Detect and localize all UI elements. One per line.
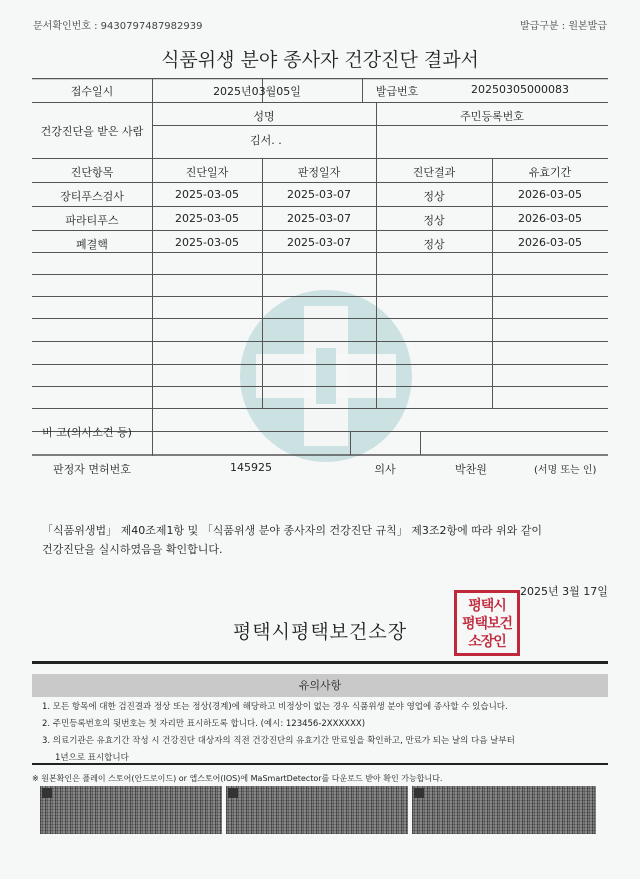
issue-type: 발급구분 : 원본발급 bbox=[519, 21, 607, 32]
issue-number-value: 20250305000083 bbox=[471, 83, 569, 96]
rule-item: 1. 모든 항목에 대한 검진결과 정상 또는 정상(경계)에 해당하고 비정상이 없는 경우 식품위생 분야 영업에 종사할 수 있습니다. bbox=[42, 702, 508, 712]
license-value: 145925 bbox=[230, 461, 272, 474]
seal-line-3: 소장인 bbox=[468, 634, 506, 650]
header-valid-until: 유효기간 bbox=[528, 166, 572, 179]
verification-barcode bbox=[412, 786, 596, 834]
header-item: 진단항목 bbox=[70, 166, 114, 179]
remarks-label: 비 고(의사소견 등) bbox=[42, 426, 132, 439]
seal-line-1: 평택시 bbox=[468, 598, 506, 614]
table-cell: 2026-03-05 bbox=[518, 212, 582, 225]
resident-id-label: 주민등록번호 bbox=[460, 110, 524, 123]
table-cell: 2025-03-05 bbox=[175, 236, 239, 249]
notice-header: 유의사항 bbox=[32, 674, 608, 697]
signature-label: (서명 또는 인) bbox=[534, 465, 597, 476]
confirmation-line-1: 「식품위생법」 제40조제1항 및 「식품위생 분야 종사자의 건강진단 규칙」 제3조2항에 따라 위와 같이 bbox=[42, 524, 542, 537]
document-number: 문서확인번호 : 9430797487982939 bbox=[33, 21, 203, 32]
official-seal-icon bbox=[454, 590, 520, 656]
name-value: 김서. . bbox=[250, 134, 282, 147]
issue-date: 2025년 3월 17일 bbox=[520, 585, 608, 598]
table-row: 장티푸스검사 bbox=[60, 190, 124, 203]
issue-number-label: 발급번호 bbox=[375, 85, 419, 98]
exam-date-label: 접수일시 bbox=[70, 85, 114, 98]
table-row: 폐결핵 bbox=[76, 238, 108, 251]
divider bbox=[32, 661, 608, 664]
table-cell: 정상 bbox=[423, 238, 445, 251]
table-cell: 2025-03-07 bbox=[287, 188, 351, 201]
seal-line-2: 평택보건 bbox=[461, 616, 513, 632]
license-label: 판정자 면허번호 bbox=[53, 463, 131, 476]
table-cell: 정상 bbox=[423, 190, 445, 203]
table-cell: 2025-03-05 bbox=[175, 188, 239, 201]
office-name: 평택시평택보건소장 bbox=[232, 621, 408, 643]
rule-item-continued: 1년으로 표시합니다 bbox=[55, 753, 129, 763]
doctor-label: 의사 bbox=[374, 463, 396, 476]
document-title: 식품위생 분야 종사자 건강진단 결과서 bbox=[161, 49, 479, 71]
table-cell: 2025-03-07 bbox=[287, 236, 351, 249]
name-label: 성명 bbox=[253, 110, 275, 123]
verification-barcode bbox=[226, 786, 408, 834]
confirmation-line-2: 건강진단을 실시하였음을 확인합니다. bbox=[42, 543, 223, 556]
table-row: 파라티푸스 bbox=[65, 214, 119, 227]
exam-date-value: 2025년03월05일 bbox=[213, 85, 301, 98]
divider bbox=[32, 763, 608, 765]
footer-note: ※ 원본확인은 플레이 스토어(안드로이드) or 앱스토어(IOS)에 MaSmartDetector를 다운로드 받아 확인 가능합니다. bbox=[32, 774, 443, 783]
table-cell: 2025-03-05 bbox=[175, 212, 239, 225]
notice-rules bbox=[32, 699, 608, 767]
table-cell: 정상 bbox=[423, 214, 445, 227]
header-result: 진단결과 bbox=[412, 166, 456, 179]
header-judge-date: 판정일자 bbox=[297, 166, 341, 179]
table-cell: 2025-03-07 bbox=[287, 212, 351, 225]
confirmation-text bbox=[42, 521, 602, 559]
rule-item: 2. 주민등록번호의 뒷번호는 첫 자리만 표시하도록 합니다. (예시: 123456-2XXXXXX) bbox=[42, 719, 366, 729]
verification-barcode bbox=[40, 786, 222, 834]
header-exam-date: 진단일자 bbox=[185, 166, 229, 179]
doctor-name: 박찬원 bbox=[455, 463, 487, 476]
examinee-label: 건강진단을 받은 사람 bbox=[40, 125, 144, 138]
table-cell: 2026-03-05 bbox=[518, 188, 582, 201]
table-cell: 2026-03-05 bbox=[518, 236, 582, 249]
rule-item: 3. 의료기관은 유효기간 작성 시 건강진단 대상자의 직전 건강진단의 유효기간 만료일을 확인하고, 만료가 되는 날의 다음 날부터 bbox=[42, 736, 515, 746]
